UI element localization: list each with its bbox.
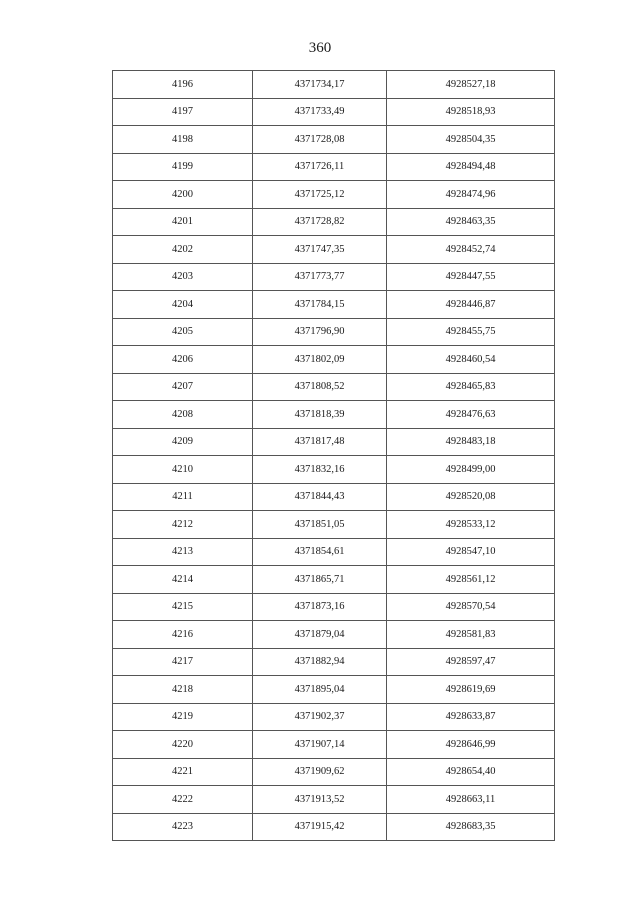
point-number-cell: 4221 [113,758,253,786]
coordinates-table [112,70,555,841]
y-coordinate-cell: 4928547,10 [387,538,555,566]
table-row [113,621,555,649]
point-number-cell: 4199 [113,153,253,181]
table-row [113,98,555,126]
point-number-cell: 4223 [113,813,253,841]
point-number-cell: 4197 [113,98,253,126]
y-coordinate-cell: 4928474,96 [387,181,555,209]
x-coordinate-cell: 4371796,90 [253,318,387,346]
point-number-cell: 4213 [113,538,253,566]
table-row [113,181,555,209]
x-coordinate-cell: 4371832,16 [253,456,387,484]
y-coordinate-cell: 4928581,83 [387,621,555,649]
point-number-cell: 4204 [113,291,253,319]
x-coordinate-cell: 4371907,14 [253,731,387,759]
table-row [113,291,555,319]
table-row [113,208,555,236]
table-row [113,648,555,676]
point-number-cell: 4222 [113,786,253,814]
x-coordinate-cell: 4371913,52 [253,786,387,814]
x-coordinate-cell: 4371854,61 [253,538,387,566]
table-row [113,153,555,181]
x-coordinate-cell: 4371728,82 [253,208,387,236]
x-coordinate-cell: 4371733,49 [253,98,387,126]
table-row [113,373,555,401]
y-coordinate-cell: 4928527,18 [387,71,555,99]
x-coordinate-cell: 4371802,09 [253,346,387,374]
x-coordinate-cell: 4371915,42 [253,813,387,841]
table-row [113,786,555,814]
x-coordinate-cell: 4371873,16 [253,593,387,621]
y-coordinate-cell: 4928483,18 [387,428,555,456]
y-coordinate-cell: 4928570,54 [387,593,555,621]
point-number-cell: 4219 [113,703,253,731]
point-number-cell: 4220 [113,731,253,759]
y-coordinate-cell: 4928460,54 [387,346,555,374]
y-coordinate-cell: 4928452,74 [387,236,555,264]
point-number-cell: 4207 [113,373,253,401]
coordinates-table-body [113,71,555,841]
table-row [113,731,555,759]
table-row [113,538,555,566]
table-row [113,511,555,539]
x-coordinate-cell: 4371902,37 [253,703,387,731]
table-row [113,456,555,484]
y-coordinate-cell: 4928646,99 [387,731,555,759]
table-row [113,483,555,511]
y-coordinate-cell: 4928455,75 [387,318,555,346]
point-number-cell: 4211 [113,483,253,511]
table-row [113,318,555,346]
y-coordinate-cell: 4928476,63 [387,401,555,429]
point-number-cell: 4214 [113,566,253,594]
point-number-cell: 4201 [113,208,253,236]
x-coordinate-cell: 4371734,17 [253,71,387,99]
point-number-cell: 4206 [113,346,253,374]
table-row [113,566,555,594]
point-number-cell: 4212 [113,511,253,539]
point-number-cell: 4216 [113,621,253,649]
x-coordinate-cell: 4371726,11 [253,153,387,181]
y-coordinate-cell: 4928520,08 [387,483,555,511]
y-coordinate-cell: 4928533,12 [387,511,555,539]
x-coordinate-cell: 4371818,39 [253,401,387,429]
x-coordinate-cell: 4371865,71 [253,566,387,594]
y-coordinate-cell: 4928504,35 [387,126,555,154]
point-number-cell: 4200 [113,181,253,209]
point-number-cell: 4203 [113,263,253,291]
point-number-cell: 4209 [113,428,253,456]
point-number-cell: 4210 [113,456,253,484]
table-row [113,593,555,621]
point-number-cell: 4218 [113,676,253,704]
x-coordinate-cell: 4371844,43 [253,483,387,511]
table-row [113,401,555,429]
x-coordinate-cell: 4371725,12 [253,181,387,209]
table-row [113,263,555,291]
point-number-cell: 4208 [113,401,253,429]
y-coordinate-cell: 4928447,55 [387,263,555,291]
x-coordinate-cell: 4371879,04 [253,621,387,649]
y-coordinate-cell: 4928518,93 [387,98,555,126]
y-coordinate-cell: 4928463,35 [387,208,555,236]
y-coordinate-cell: 4928663,11 [387,786,555,814]
x-coordinate-cell: 4371909,62 [253,758,387,786]
point-number-cell: 4198 [113,126,253,154]
point-number-cell: 4217 [113,648,253,676]
x-coordinate-cell: 4371851,05 [253,511,387,539]
point-number-cell: 4205 [113,318,253,346]
x-coordinate-cell: 4371784,15 [253,291,387,319]
y-coordinate-cell: 4928654,40 [387,758,555,786]
y-coordinate-cell: 4928561,12 [387,566,555,594]
table-row [113,703,555,731]
y-coordinate-cell: 4928619,69 [387,676,555,704]
x-coordinate-cell: 4371895,04 [253,676,387,704]
y-coordinate-cell: 4928465,83 [387,373,555,401]
table-row [113,71,555,99]
y-coordinate-cell: 4928633,87 [387,703,555,731]
table-row [113,758,555,786]
y-coordinate-cell: 4928446,87 [387,291,555,319]
x-coordinate-cell: 4371747,35 [253,236,387,264]
table-row [113,346,555,374]
x-coordinate-cell: 4371808,52 [253,373,387,401]
y-coordinate-cell: 4928499,00 [387,456,555,484]
point-number-cell: 4202 [113,236,253,264]
x-coordinate-cell: 4371817,48 [253,428,387,456]
point-number-cell: 4196 [113,71,253,99]
y-coordinate-cell: 4928683,35 [387,813,555,841]
table-row [113,428,555,456]
y-coordinate-cell: 4928494,48 [387,153,555,181]
table-row [113,236,555,264]
y-coordinate-cell: 4928597,47 [387,648,555,676]
page-number: 360 [308,40,332,56]
x-coordinate-cell: 4371882,94 [253,648,387,676]
table-row [113,676,555,704]
table-row [113,813,555,841]
point-number-cell: 4215 [113,593,253,621]
x-coordinate-cell: 4371728,08 [253,126,387,154]
table-row [113,126,555,154]
x-coordinate-cell: 4371773,77 [253,263,387,291]
